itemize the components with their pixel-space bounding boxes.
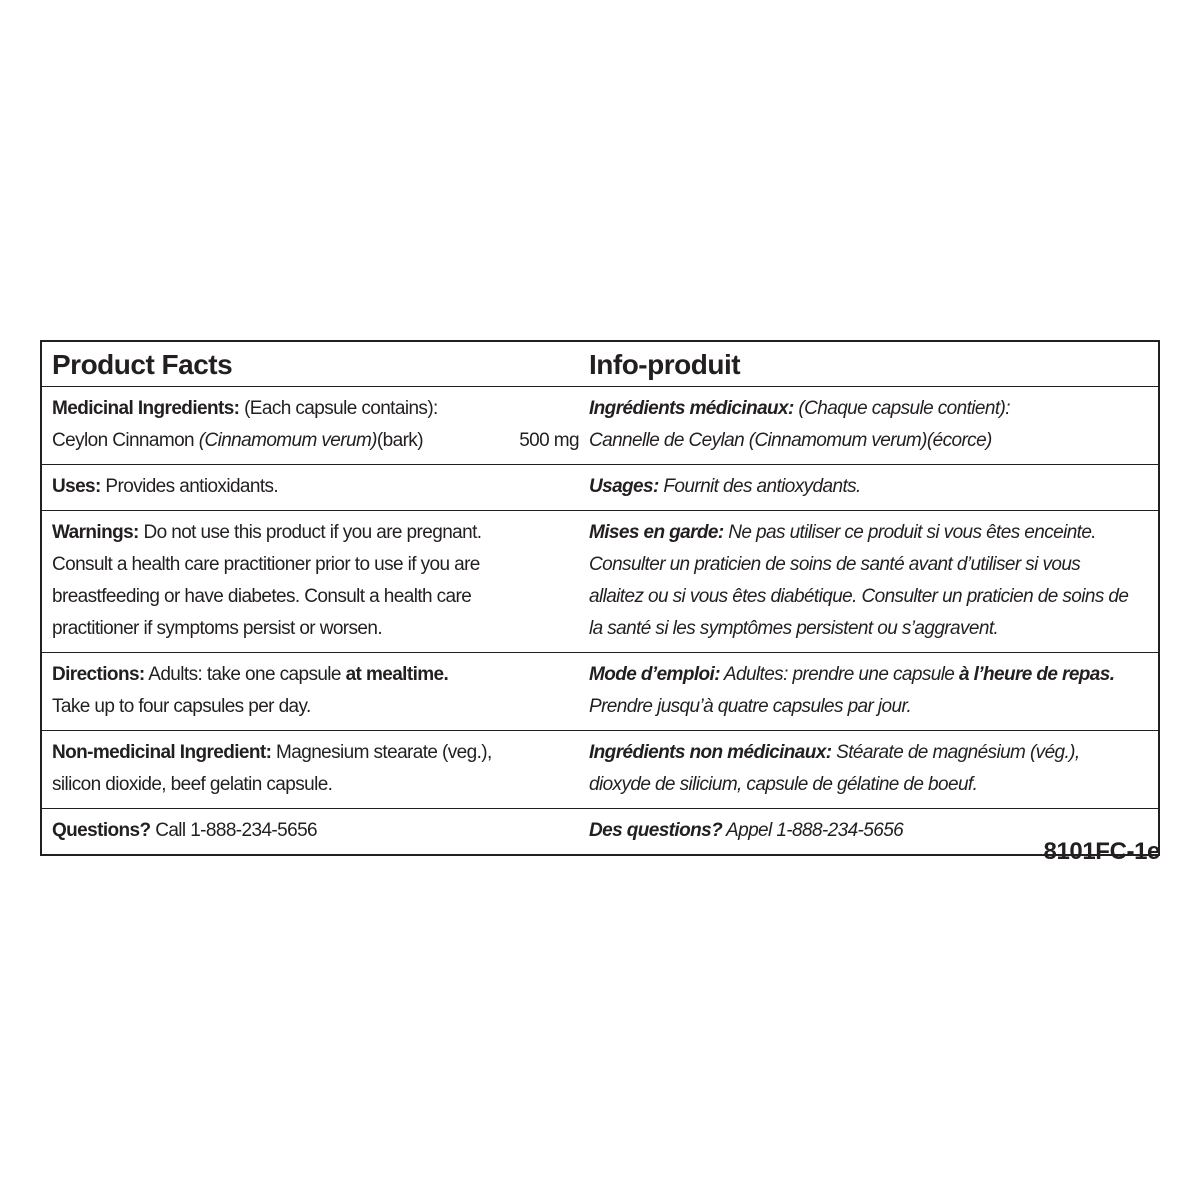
uses-text-fr: Fournit des antioxydants. xyxy=(658,476,861,497)
uses-text-en: Provides antioxidants. xyxy=(100,476,279,497)
warnings-label-en: Warnings: xyxy=(52,522,139,543)
directions-line1-fr: Adultes: prendre une capsule xyxy=(719,664,959,685)
medicinal-ingredients-row xyxy=(42,386,1158,464)
directions-row xyxy=(42,652,1158,730)
ingredient-line-fr: Cannelle de Ceylan (Cinnamomum verum)(écorce) xyxy=(589,430,992,451)
questions-row xyxy=(42,808,1158,854)
ingredient-latin-en: (Cinnamomum verum) xyxy=(198,430,377,451)
warnings-line2-en: Consult a health care practitioner prior to use if you are xyxy=(52,554,480,575)
non-medicinal-row xyxy=(42,730,1158,808)
warnings-row xyxy=(42,510,1158,652)
product-facts-panel xyxy=(40,340,1160,856)
warnings-line1-en: Do not use this product if you are pregnant. xyxy=(138,522,482,543)
header-row xyxy=(42,342,1158,386)
directions-emphasis-en: at mealtime. xyxy=(345,664,449,685)
directions-line2-fr: Prendre jusqu’à quatre capsules par jour. xyxy=(589,696,912,717)
uses-row xyxy=(42,464,1158,510)
warnings-line2-fr: Consulter un praticien de soins de santé avant d’utiliser si vous xyxy=(589,554,1081,575)
medicinal-note-en: (Each capsule contains): xyxy=(239,398,438,419)
directions-line2-en: Take up to four capsules per day. xyxy=(52,696,311,717)
directions-label-fr: Mode d’emploi: xyxy=(589,664,720,685)
medicinal-label-en: Medicinal Ingredients: xyxy=(52,398,240,419)
nonmed-label-fr: Ingrédients non médicinaux: xyxy=(589,742,832,763)
info-produit-title: Info-produit xyxy=(589,349,741,380)
warnings-line4-fr: la santé si les symptômes persistent ou s’aggravent. xyxy=(589,618,999,639)
ingredient-part-en: (bark) xyxy=(376,430,423,451)
warnings-line4-en: practitioner if symptoms persist or worsen. xyxy=(52,618,383,639)
ingredient-name-en: Ceylon Cinnamon xyxy=(52,430,199,451)
nonmed-label-en: Non-medicinal Ingredient: xyxy=(52,742,272,763)
directions-line1-en: Adults: take one capsule xyxy=(144,664,346,685)
directions-label-en: Directions: xyxy=(52,664,145,685)
questions-label-en: Questions? xyxy=(52,820,151,841)
directions-emphasis-fr: à l’heure de repas. xyxy=(958,664,1115,685)
uses-label-en: Uses: xyxy=(52,476,101,497)
warnings-line3-en: breastfeeding or have diabetes. Consult a health care xyxy=(52,586,472,607)
medicinal-ingredients-en xyxy=(42,387,589,464)
medicinal-ingredients-fr xyxy=(589,387,1158,464)
questions-label-fr: Des questions? xyxy=(589,820,723,841)
questions-phone-fr: Appel 1-888-234-5656 xyxy=(722,820,904,841)
medicinal-label-fr: Ingrédients médicinaux: xyxy=(589,398,794,419)
medicinal-note-fr: (Chaque capsule contient): xyxy=(793,398,1010,419)
label-code: 8101FC-1e xyxy=(1043,838,1160,865)
warnings-line3-fr: allaitez ou si vous êtes diabétique. Consulter un praticien de soins de xyxy=(589,586,1129,607)
warnings-line1-fr: Ne pas utiliser ce produit si vous êtes enceinte. xyxy=(723,522,1096,543)
questions-phone-en: Call 1-888-234-5656 xyxy=(150,820,318,841)
product-facts-title: Product Facts xyxy=(52,349,233,380)
nonmed-line1-en: Magnesium stearate (veg.), xyxy=(271,742,492,763)
nonmed-line2-fr: dioxyde de silicium, capsule de gélatine de boeuf. xyxy=(589,774,978,795)
nonmed-line1-fr: Stéarate de magnésium (vég.), xyxy=(831,742,1080,763)
ingredient-dose: 500 mg xyxy=(519,430,579,451)
nonmed-line2-en: silicon dioxide, beef gelatin capsule. xyxy=(52,774,333,795)
warnings-label-fr: Mises en garde: xyxy=(589,522,724,543)
uses-label-fr: Usages: xyxy=(589,476,659,497)
